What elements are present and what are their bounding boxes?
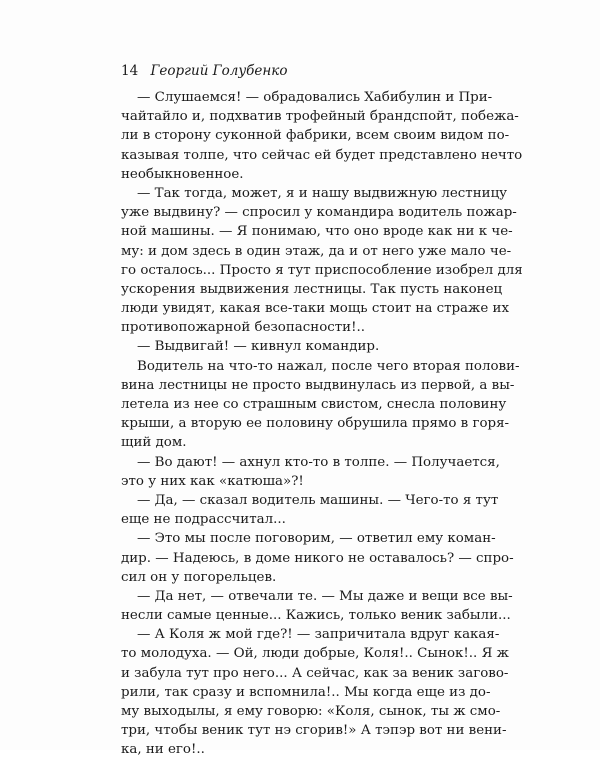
text-line: противопожарной безопасности!.. (121, 320, 365, 336)
text-line: три, чтобы веник тут нэ сгорив!» А тэпэр вот ни вени- (121, 723, 507, 739)
text-line: му выходылы, я ему говорю: «Коля, сынок, ты ж смо- (121, 704, 501, 719)
text-line: — Так тогда, может, я и нашу выдвижную лестницу (137, 185, 508, 201)
text-line: несли самые ценные... Кажись, только веник забыли... (121, 608, 511, 624)
text-line: уже выдвину? — спросил у командира водитель пожар- (121, 205, 517, 221)
text-line: ли в сторону суконной фабрики, всем своим видом по- (121, 128, 510, 144)
text-line: казывая толпе, что сейчас ей будет представлено нечто (121, 147, 523, 163)
running-header (121, 62, 288, 80)
text-line: Водитель на что-то нажал, после чего вторая полови- (137, 358, 520, 374)
text-line: ускорения выдвижения лестницы. Так пусть наконец (121, 281, 503, 297)
page-number: 14 (121, 63, 139, 79)
text-line: это у них как «катюша»?! (121, 473, 304, 489)
text-line: ка, ни его!.. (121, 742, 205, 758)
text-line: го осталось... Просто я тут приспособление изобрел для (121, 262, 523, 278)
text-line: летела из нее со страшным свистом, снесла половину (121, 397, 507, 412)
author-name: Георгий Голубенко (150, 63, 288, 79)
text-line: еще не подрассчитал... (121, 512, 286, 528)
text-line: чайтайло и, подхватив трофейный брандспойт, побежа- (121, 109, 519, 125)
text-line: му: и дом здесь в один этаж, да и от него уже мало че- (121, 243, 512, 259)
text-line: дир. — Надеюсь, в доме никого не оставалось? — спро- (121, 550, 514, 566)
text-line: крыши, а вторую ее половину обрушила прямо в горя- (121, 416, 510, 432)
text-line: необыкновенное. (121, 166, 244, 182)
text-line: рили, так сразу и вспомнила!.. Мы когда еще из до- (121, 684, 491, 700)
text-line: щий дом. (121, 435, 187, 451)
text-line: — Да нет, — отвечали те. — Мы даже и вещи все вы- (137, 588, 513, 604)
text-line: то молодуха. — Ой, люди добрые, Коля!.. Сынок!.. Я ж (121, 646, 509, 662)
text-line: вина лестницы не просто выдвинулась из первой, а вы- (121, 377, 515, 393)
text-line: — Слушаемся! — обрадовались Хабибулин и При- (137, 90, 493, 105)
text-line: и забула тут про него... А сейчас, как за веник загово- (121, 665, 509, 681)
text-line: сил он у погорельцев. (121, 569, 277, 585)
text-line: ной машины. — Я понимаю, что оно вроде как ни к че- (121, 224, 513, 240)
text-line: — Да, — сказал водитель машины. — Чего-то я тут (137, 492, 499, 508)
body-text (121, 88, 523, 760)
text-line: — А Коля ж мой где?! — запричитала вдруг какая- (137, 627, 500, 643)
text-line: — Во дают! — ахнул кто-то в толпе. — Получается, (137, 454, 500, 470)
text-line: — Это мы после поговорим, — ответил ему коман- (137, 531, 496, 547)
text-line: — Выдвигай! — кивнул командир. (137, 339, 380, 355)
text-line: люди увидят, какая все-таки мощь стоит на страже их (121, 301, 510, 317)
